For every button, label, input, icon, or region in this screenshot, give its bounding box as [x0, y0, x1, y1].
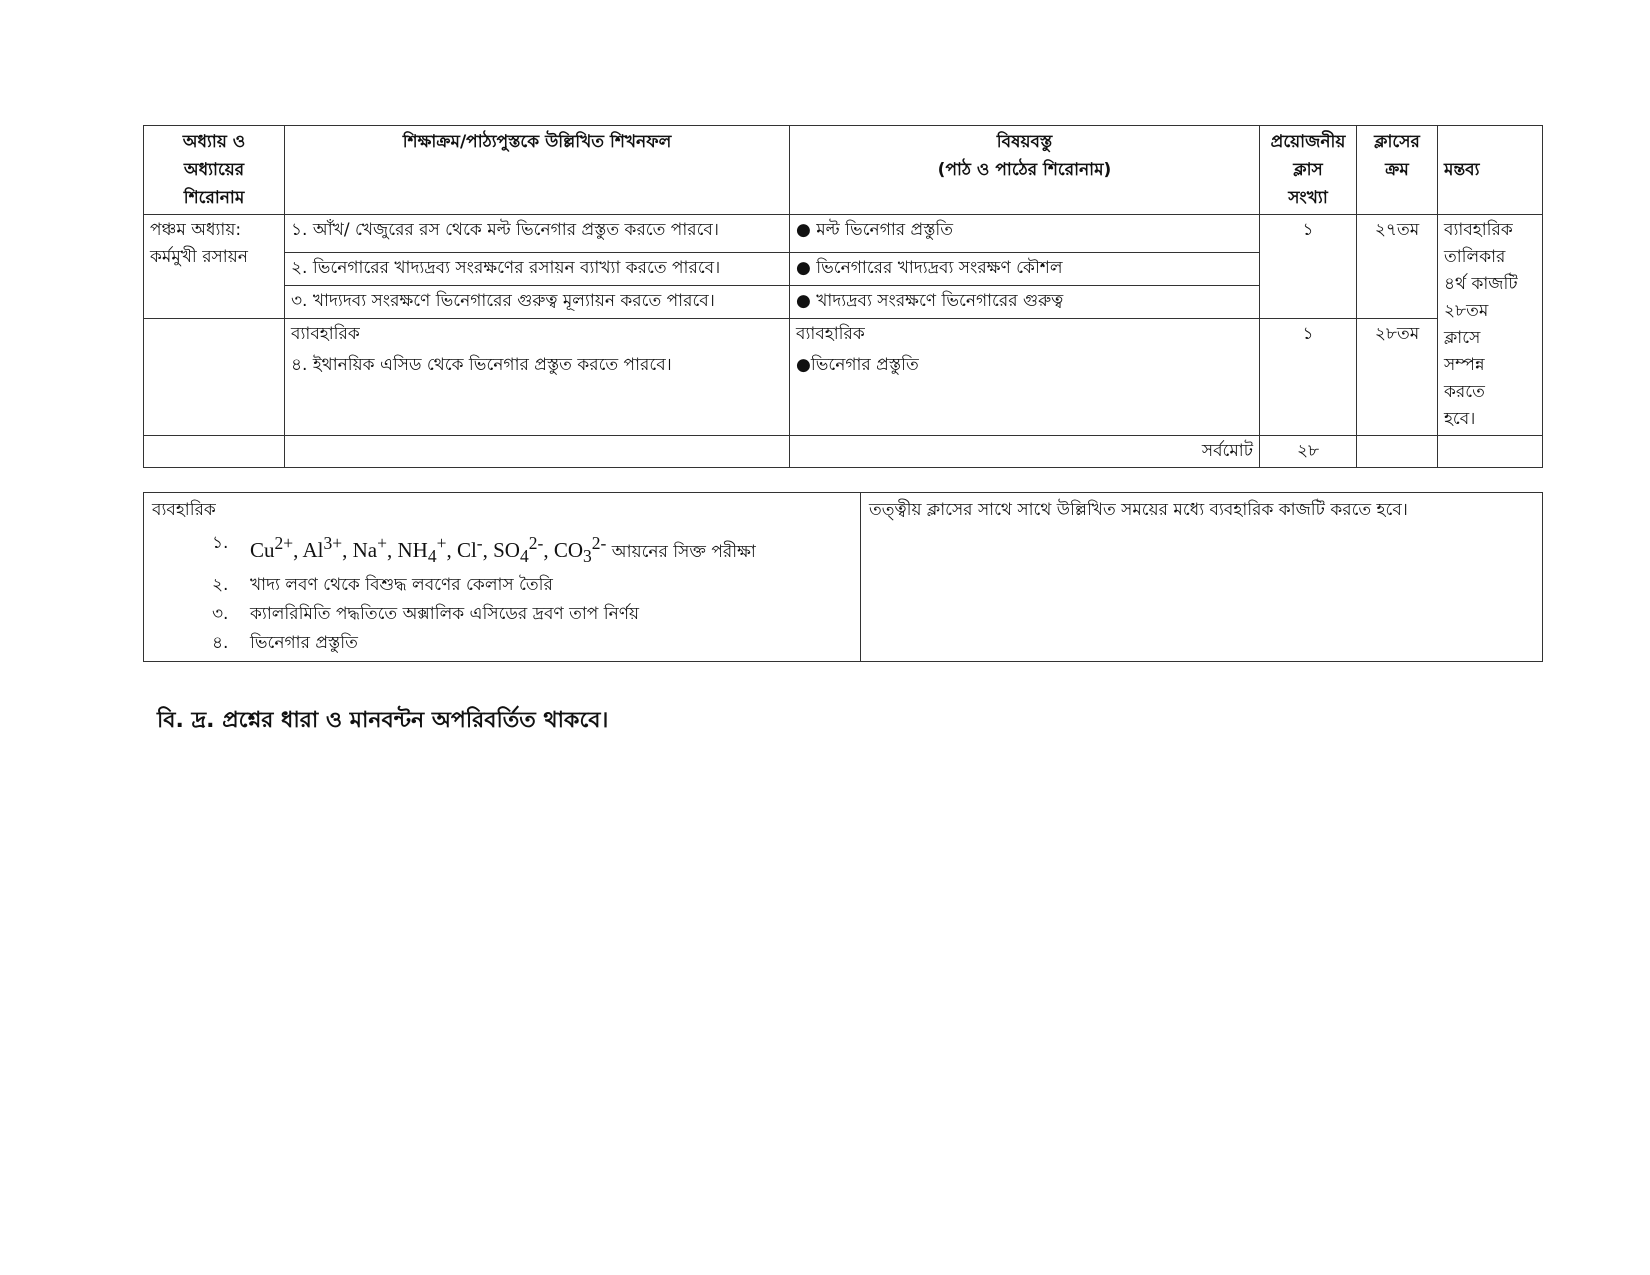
chapter-empty-cell — [144, 318, 285, 435]
header-content: বিষয়বস্তু (পাঠ ও পাঠের শিরোনাম) — [790, 126, 1260, 215]
practical-note-cell: তত্ত্বীয় ক্লাসের সাথে সাথে উল্লিখিত সময়ের মধ্যে ব্যবহারিক কাজটি করতে হবে। — [861, 493, 1543, 662]
class-order-cell: ২৮তম — [1357, 318, 1438, 435]
ion-formula: Cl- — [456, 533, 483, 562]
ion-formula: $Al^{3+}$ — [302, 533, 343, 562]
content-cell: ● ভিনেগারের খাদ্যদ্রব্য সংরক্ষণ কৌশল — [790, 253, 1260, 285]
header-remarks: মন্তব্য — [1438, 126, 1543, 215]
practical-title: ব্যবহারিক — [152, 500, 216, 520]
table-row — [144, 493, 1543, 662]
remarks-cell: ব্যাবহারিক তালিকার ৪র্থ কাজটি ২৮তম ক্লাসে সম্পন্ন করতে হবে। — [1438, 215, 1543, 436]
total-empty-cell — [144, 436, 285, 468]
footer-note: বি. দ্র. প্রশ্নের ধারা ও মানবন্টন অপরিবর্তিত থাকবে। — [157, 708, 609, 733]
ion-formula: $Cu^{2+}$ — [250, 533, 294, 562]
total-empty-cell — [1357, 436, 1438, 468]
total-label: সর্বমোট — [790, 436, 1260, 468]
ion-formula: $CO_3^{2-}$ — [553, 533, 607, 567]
table-row — [144, 318, 1543, 435]
lesson-plan-table — [143, 125, 1543, 468]
header-classes-needed: প্রয়োজনীয় ক্লাস সংখ্যা — [1260, 126, 1357, 215]
ion-formula: Na+ — [352, 533, 387, 562]
content-cell: ● মল্ট ভিনেগার প্রস্তুতি — [790, 215, 1260, 253]
total-row — [144, 436, 1543, 468]
practical-list-cell — [144, 493, 861, 662]
list-item: ৪. ভিনেগার প্রস্তুতি — [212, 633, 358, 654]
content-cell: ● খাদ্যদ্রব্য সংরক্ষণে ভিনেগারের গুরুত্ব — [790, 285, 1260, 318]
class-order-cell: ২৭তম — [1357, 215, 1438, 319]
header-chapter: অধ্যায় ও অধ্যায়ের শিরোনাম — [144, 126, 285, 215]
ion-formula: $SO_4^{2-}$ — [493, 533, 544, 567]
total-empty-cell — [285, 436, 790, 468]
experiment-list — [152, 529, 852, 658]
outcome-cell: ৩. খাদ্যদব্য সংরক্ষণে ভিনেগারের গুরুত্ব মূল্যায়ন করতে পারবে। — [285, 285, 790, 318]
header-row — [144, 126, 1543, 215]
outcome-cell: ১. আঁখ/ খেজুরের রস থেকে মল্ট ভিনেগার প্রস্তুত করতে পারবে। — [285, 215, 790, 253]
ion-formula: $NH_4^+$ — [397, 533, 447, 567]
classes-needed-cell: ১ — [1260, 215, 1357, 319]
list-item: ২. খাদ্য লবণ থেকে বিশুদ্ধ লবণের কেলাস তৈরি — [212, 575, 553, 596]
header-learning-outcomes: শিক্ষাক্রম/পাঠ্যপুস্তকে উল্লিখিত শিখনফল — [285, 126, 790, 215]
chapter-name-cell: পঞ্চম অধ্যায়: কর্মমুখী রসায়ন — [144, 215, 285, 319]
total-value: ২৮ — [1260, 436, 1357, 468]
outcome-cell: ২. ভিনেগারের খাদ্যদ্রব্য সংরক্ষণের রসায়ন ব্যাখ্যা করতে পারবে। — [285, 253, 790, 285]
total-empty-cell — [1438, 436, 1543, 468]
practical-content-cell: ব্যাবহারিক ●ভিনেগার প্রস্তুতি — [790, 318, 1260, 435]
practical-list-table — [143, 492, 1543, 662]
practical-outcome-cell: ব্যাবহারিক ৪. ইথানয়িক এসিড থেকে ভিনেগার প্রস্তুত করতে পারবে। — [285, 318, 790, 435]
list-item: ১. $Cu^{2+}$, $Al^{3+}$, Na+, $NH_4^+$, Cl-, $SO_4^{2-}$, $CO_3^{2-}$ আয়নের সিক্ত পরীক্ষা — [212, 533, 756, 567]
ion-formulas: $Cu^{2+}$, $Al^{3+}$, Na+, $NH_4^+$, Cl-, $SO_4^{2-}$, $CO_3^{2-}$ — [250, 533, 607, 567]
list-item: ৩. ক্যালরিমিতি পদ্ধতিতে অক্সালিক এসিডের দ্রবণ তাপ নির্ণয় — [212, 604, 640, 625]
classes-needed-cell: ১ — [1260, 318, 1357, 435]
header-class-order: ক্লাসের ক্রম — [1357, 126, 1438, 215]
table-row — [144, 215, 1543, 253]
